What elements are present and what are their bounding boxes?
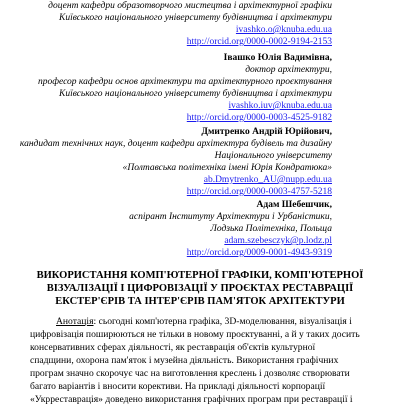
author-orcid-link[interactable]: http://orcid.org/0000-0003-4525-9182 <box>186 113 332 123</box>
author-position: професор кафедри основ архітектури та архітектурного проєктування <box>37 77 332 87</box>
author-block-1 <box>48 0 332 48</box>
abstract-text: : сьогодні комп'ютерна графіка, 3D-моделювання, візуалізація і <box>93 316 352 327</box>
author-position-cont: Національного університету <box>214 151 332 161</box>
author-position: аспірант Інституту Архітектури і Урбаністики, <box>129 212 332 222</box>
abstract <box>30 315 364 406</box>
author-name: Адам Шебешчик, <box>256 200 332 210</box>
author-name: Дмитренко Андрій Юрійович, <box>201 127 332 137</box>
abstract-line <box>30 315 364 328</box>
article-title <box>18 269 382 308</box>
author-university: Київського національного університету будівництва і архітектури <box>59 89 332 99</box>
author-university: «Полтавська політехніка імені Юрія Кондратюка» <box>122 163 332 173</box>
author-block-4 <box>129 199 332 259</box>
author-email-link[interactable]: ivashko.iuv@knuba.edu.ua <box>228 101 332 111</box>
author-block-2 <box>38 52 332 124</box>
abstract-line: «Укрреставрація» доведено використання графічних програм при реставрації і <box>30 394 353 405</box>
author-orcid-link[interactable]: http://orcid.org/0000-0002-9194-2153 <box>186 37 332 47</box>
author-position: кандидат технічних наук, доцент кафедри архітектура будівель та дизайну <box>19 139 332 149</box>
abstract-line: програм значно скорочує час на виготовлення креслень і дозволяє створювати <box>30 368 350 379</box>
abstract-label: Анотація <box>56 316 94 327</box>
title-line: ВІЗУАЛІЗАЦІЇ І ЦИФРОВІЗАЦІЇ У ПРОЄКТАХ РЕСТАВРАЦІЇ <box>46 283 354 294</box>
author-orcid-link[interactable]: http://orcid.org/0000-0003-4757-5218 <box>186 187 332 197</box>
author-email-link[interactable]: ab.Dmytrenko_AU@nupp.edu.ua <box>203 175 332 185</box>
author-block-3 <box>20 126 332 198</box>
author-degree: доктор архітектури, <box>245 65 332 75</box>
author-position: доцент кафедри образотворчого мистецтва і архітектурної графіки <box>48 1 332 11</box>
title-line: ВИКОРИСТАННЯ КОМП'ЮТЕРНОЇ ГРАФІКИ, КОМП'ЮТЕРНОЇ <box>36 270 364 281</box>
author-university: Лодзька Політехніка, Польща <box>210 224 332 234</box>
title-line: ЕКСТЕР'ЄРІВ ТА ІНТЕР'ЄРІВ ПАМ'ЯТОК АРХІТЕКТУРИ <box>55 296 345 307</box>
abstract-line: спадщини, охорона пам'яток і музейна діяльність. Використання графічних <box>30 355 339 366</box>
abstract-line: цифровізація поширюються не тільки в новому проєктуванні, а й у таких досить <box>30 329 360 340</box>
author-name: Івашко Юлія Вадимівна, <box>223 53 332 63</box>
abstract-line: багато варіантів і вносити корективи. На прикладі діяльності корпорації <box>30 381 326 392</box>
author-email-link[interactable]: ivashko.o@knuba.edu.ua <box>235 25 332 35</box>
author-university: Київського національного університету будівництва і архітектури <box>59 13 332 23</box>
author-orcid-link[interactable]: http://orcid.org/0009-0001-4943-9319 <box>186 248 332 258</box>
abstract-line: консервативних сферах діяльності, як реставрація об'єктів культурної <box>30 342 316 353</box>
author-email-link[interactable]: adam.szebesczyk@p.lodz.pl <box>224 236 332 246</box>
